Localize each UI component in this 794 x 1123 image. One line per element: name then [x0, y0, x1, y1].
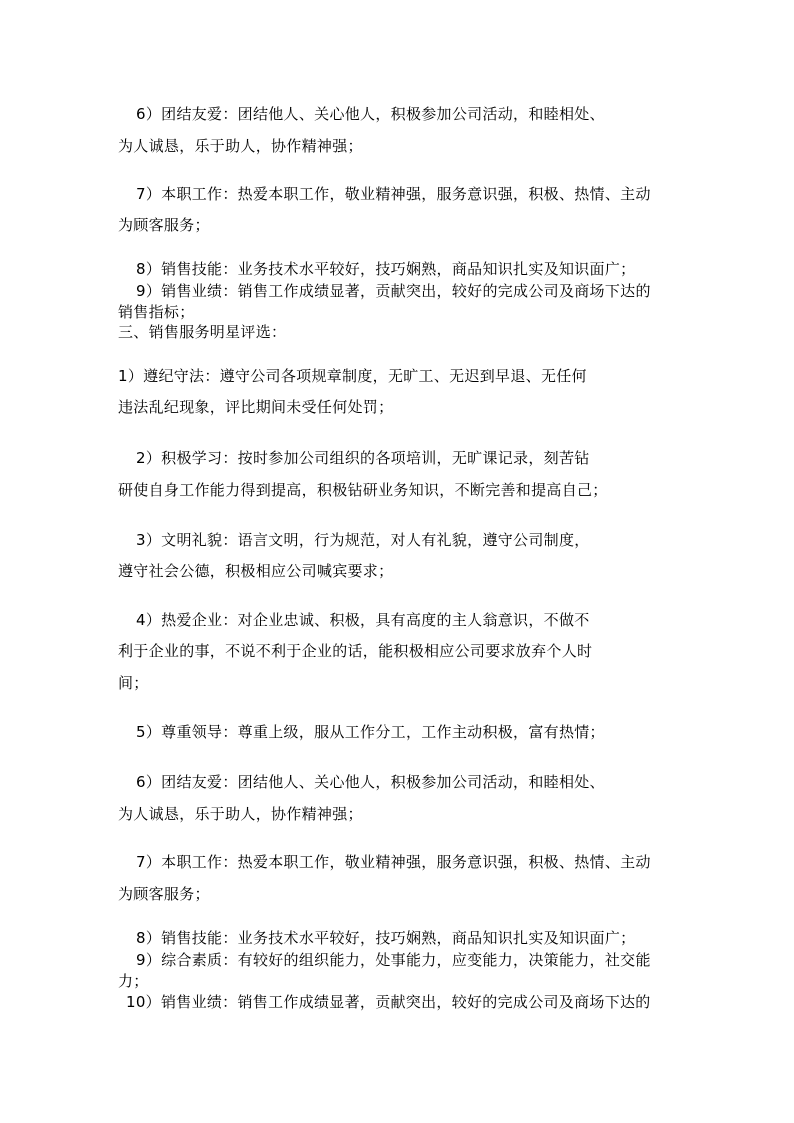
text-line: 间；: [118, 674, 149, 692]
text-line: 10）销售业绩：销售工作成绩显著，贡献突出，较好的完成公司及商场下达的: [126, 993, 651, 1011]
text-line: 8）销售技能：业务技术水平较好，技巧娴熟，商品知识扎实及知识面广；: [136, 929, 636, 947]
text-line: 为顾客服务；: [118, 885, 210, 903]
text-line: 3）文明礼貌：语言文明，行为规范，对人有礼貌，遵守公司制度，: [136, 531, 590, 549]
text-line: 力；: [118, 972, 149, 990]
section-heading: 三、销售服务明星评选：: [118, 323, 287, 341]
text-line: 违法乱纪现象，评比期间未受任何处罚；: [118, 398, 394, 416]
text-line: 5）尊重领导：尊重上级，服从工作分工，工作主动积极，富有热情；: [136, 723, 605, 741]
text-line: 利于企业的事，不说不利于企业的话，能积极相应公司要求放弃个人时: [118, 642, 593, 660]
text-line: 7）本职工作：热爱本职工作，敬业精神强，服务意识强，积极、热情、主动: [136, 185, 651, 203]
text-line: 6）团结友爱：团结他人、关心他人，积极参加公司活动，和睦相处、: [136, 773, 605, 791]
text-line: 研使自身工作能力得到提高，积极钻研业务知识，不断完善和提高自己；: [118, 481, 608, 499]
text-line: 7）本职工作：热爱本职工作，敬业精神强，服务意识强，积极、热情、主动: [136, 853, 651, 871]
text-line: 销售指标；: [118, 303, 195, 321]
text-line: 为顾客服务；: [118, 216, 210, 234]
text-line: 1）遵纪守法：遵守公司各项规章制度，无旷工、无迟到早退、无任何: [118, 367, 587, 385]
text-line: 4）热爱企业：对企业忠诚、积极，具有高度的主人翁意识，不做不: [136, 611, 590, 629]
text-line: 9）综合素质：有较好的组织能力，处事能力，应变能力，决策能力，社交能: [136, 951, 651, 969]
text-line: 2）积极学习：按时参加公司组织的各项培训，无旷课记录，刻苦钻: [136, 449, 590, 467]
text-line: 8）销售技能：业务技术水平较好，技巧娴熟，商品知识扎实及知识面广；: [136, 260, 636, 278]
text-line: 为人诚恳，乐于助人，协作精神强；: [118, 805, 363, 823]
text-line: 为人诚恳，乐于助人，协作精神强；: [118, 137, 363, 155]
text-line: 9）销售业绩：销售工作成绩显著，贡献突出，较好的完成公司及商场下达的: [136, 282, 651, 300]
text-line: 6）团结友爱：团结他人、关心他人，积极参加公司活动，和睦相处、: [136, 105, 605, 123]
text-line: 遵守社会公德，积极相应公司喊宾要求；: [118, 562, 394, 580]
